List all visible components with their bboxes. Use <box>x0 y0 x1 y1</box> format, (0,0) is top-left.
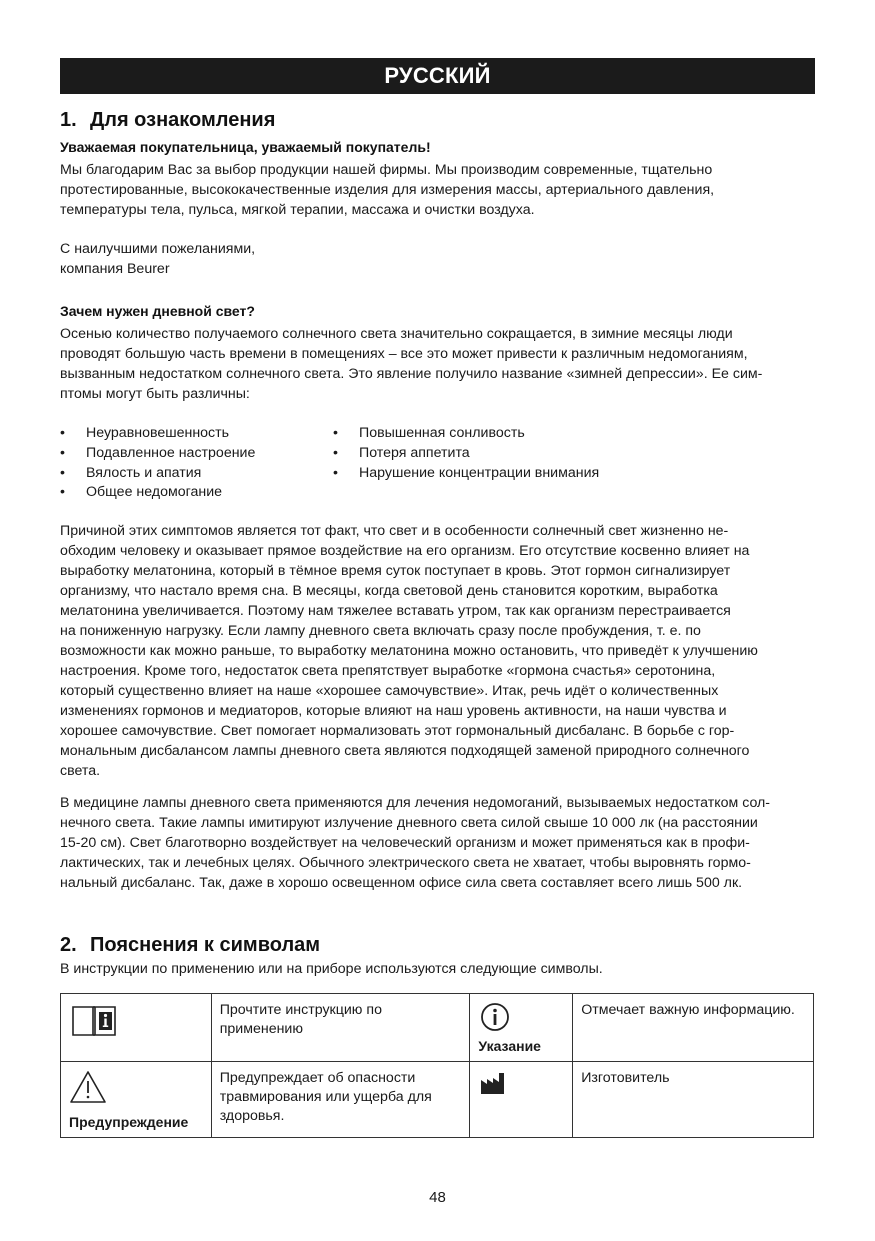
why-daylight-heading: Зачем нужен дневной свет? <box>60 303 255 319</box>
text-line: Мы благодарим Вас за выбор продукции нашей фирмы. Мы производим современные, тщательно <box>60 162 713 178</box>
text-line: изменениях гормонов и медиаторов, которые влияют на наш уровень активности, на наши чувства и <box>60 703 727 719</box>
text-line: на пониженную нагрузку. Если лампу дневного света включать сразу после пробуждения, т. е. по <box>60 623 701 639</box>
section-title: Для ознакомления <box>90 109 276 131</box>
list-item-text: Потеря аппетита <box>359 445 470 461</box>
bullet-icon: • <box>333 445 338 461</box>
text-line: света. <box>60 763 101 779</box>
symbol-cell <box>61 994 212 1062</box>
text-line: В инструкции по применению или на приборе используются следующие символы. <box>60 961 603 977</box>
text-line: Изготовитель <box>581 1070 670 1086</box>
table-row <box>61 1062 814 1138</box>
symbol-description <box>211 1062 470 1138</box>
regards <box>60 239 820 279</box>
text-line: здоровья. <box>219 1108 285 1124</box>
text-line: лактических, так и лечебных целях. Обычного электрического света не хватает, чтобы выровнять гормо- <box>60 855 751 871</box>
text-line: компания Beurer <box>60 261 170 277</box>
text-line: С наилучшими пожеланиями, <box>60 241 256 257</box>
text-line: Прочтите инструкцию по <box>219 1002 382 1018</box>
text-line: протестированные, высококачественные изделия для измерения массы, артериального давления, <box>60 182 715 198</box>
text-line: нечного света. Такие лампы имитируют излучение дневного света силой свыше 10 000 лк (на расстоянии <box>60 815 758 831</box>
text-line: травмирования или ущерба для <box>219 1089 432 1105</box>
symbol-label: Указание <box>478 1038 541 1054</box>
symbol-cell <box>470 1062 573 1138</box>
page-number: 48 <box>429 1189 446 1206</box>
list-item-text: Вялость и апатия <box>86 465 202 481</box>
symbol-description <box>211 994 470 1062</box>
bullet-icon: • <box>60 445 65 461</box>
list-item-text: Неуравновешенность <box>86 425 230 441</box>
list-item-text: Повышенная сонливость <box>359 425 525 441</box>
section-1-heading <box>60 108 275 132</box>
bullet-icon: • <box>60 465 65 481</box>
section-2-heading <box>60 933 320 957</box>
text-line: Причиной этих симптомов является тот факт, что свет и в особенности солнечный свет жизненно не- <box>60 523 729 539</box>
language-header: РУССКИЙ <box>60 58 815 94</box>
text-line: настроения. Кроме того, недостаток света препятствует выработке «гормона счастья» серотонина, <box>60 663 716 679</box>
text-line: который существенно влияет на наше «хорошее самочувствие». Итак, речь идёт о количественных <box>60 683 719 699</box>
symbol-description <box>573 994 814 1062</box>
medicine-paragraph <box>60 793 820 893</box>
text-line: 15-20 см). Свет благотворно воздействует на человеческий организм и может применяться как в профи- <box>60 835 750 851</box>
table-row <box>61 994 814 1062</box>
text-line: организму, что настало время сна. В месяцы, когда световой день становится коротким, выработка <box>60 583 718 599</box>
text-line: выработку мелатонина, который в тёмное время суток поступает в кровь. Этот гормон сигнализирует <box>60 563 731 579</box>
greeting: Уважаемая покупательница, уважаемый покупатель! <box>60 139 431 155</box>
symbol-description <box>573 1062 814 1138</box>
bullet-icon: • <box>333 425 338 441</box>
text-line: температуры тела, пульса, мягкой терапии, массажа и очистки воздуха. <box>60 202 535 218</box>
text-line: применению <box>219 1021 303 1037</box>
symbols-intro <box>60 959 820 979</box>
list-item-text: Подавленное настроение <box>86 445 256 461</box>
manufacturer-icon <box>479 1070 509 1096</box>
read-manual-icon <box>71 1004 117 1038</box>
bullet-icon: • <box>60 425 65 441</box>
intro-paragraph <box>60 160 820 220</box>
symbol-cell <box>61 1062 212 1138</box>
warning-triangle-icon <box>69 1070 107 1104</box>
info-icon <box>480 1002 510 1032</box>
text-line: В медицине лампы дневного света применяются для лечения недомоганий, вызываемых недостатком сол- <box>60 795 771 811</box>
cause-paragraph <box>60 521 820 781</box>
text-line: мональным дисбалансом лампы дневного света являются подходящей заменой природного солнечного <box>60 743 750 759</box>
text-line: хорошее самочувствие. Свет помогает нормализовать этот гормональный дисбаланс. В борьбе с гор- <box>60 723 735 739</box>
text-line: мелатонина увеличивается. Поэтому нам тяжелее вставать утром, так как организм перестраивается <box>60 603 731 619</box>
text-line: Осенью количество получаемого солнечного света значительно сокращается, в зимние месяцы люди <box>60 326 733 342</box>
section-number: 1. <box>60 109 77 131</box>
text-line: вызванным недостатком солнечного света. Это явление получило название «зимней депрессии». Ее сим- <box>60 366 763 382</box>
text-line: проводят большую часть времени в помещениях – все это может привести к различным недомоганиям, <box>60 346 748 362</box>
text-line: Отмечает важную информацию. <box>581 1002 795 1018</box>
text-line: возможности как можно раньше, то выработку мелатонина можно остановить, что приведёт к улучшению <box>60 643 758 659</box>
list-item-text: Нарушение концентрации внимания <box>359 465 600 481</box>
list-item-text: Общее недомогание <box>86 484 223 500</box>
why-daylight-paragraph <box>60 324 820 404</box>
text-line: Предупреждает об опасности <box>219 1070 416 1086</box>
symbol-cell <box>470 994 573 1062</box>
bullet-icon: • <box>60 484 65 500</box>
text-line: нальный дисбаланс. Так, даже в хорошо освещенном офисе сила света составляет всего лишь 500 лк. <box>60 875 743 891</box>
section-title: Пояснения к символам <box>90 934 321 956</box>
bullet-icon: • <box>333 465 338 481</box>
text-line: обходим человеку и оказывает прямое воздействие на его организм. Его отсутствие косвенно влияет на <box>60 543 750 559</box>
symbols-table <box>60 993 814 1138</box>
text-line: птомы могут быть различны: <box>60 386 250 402</box>
section-number: 2. <box>60 934 77 956</box>
symbol-label: Предупреждение <box>69 1114 189 1130</box>
